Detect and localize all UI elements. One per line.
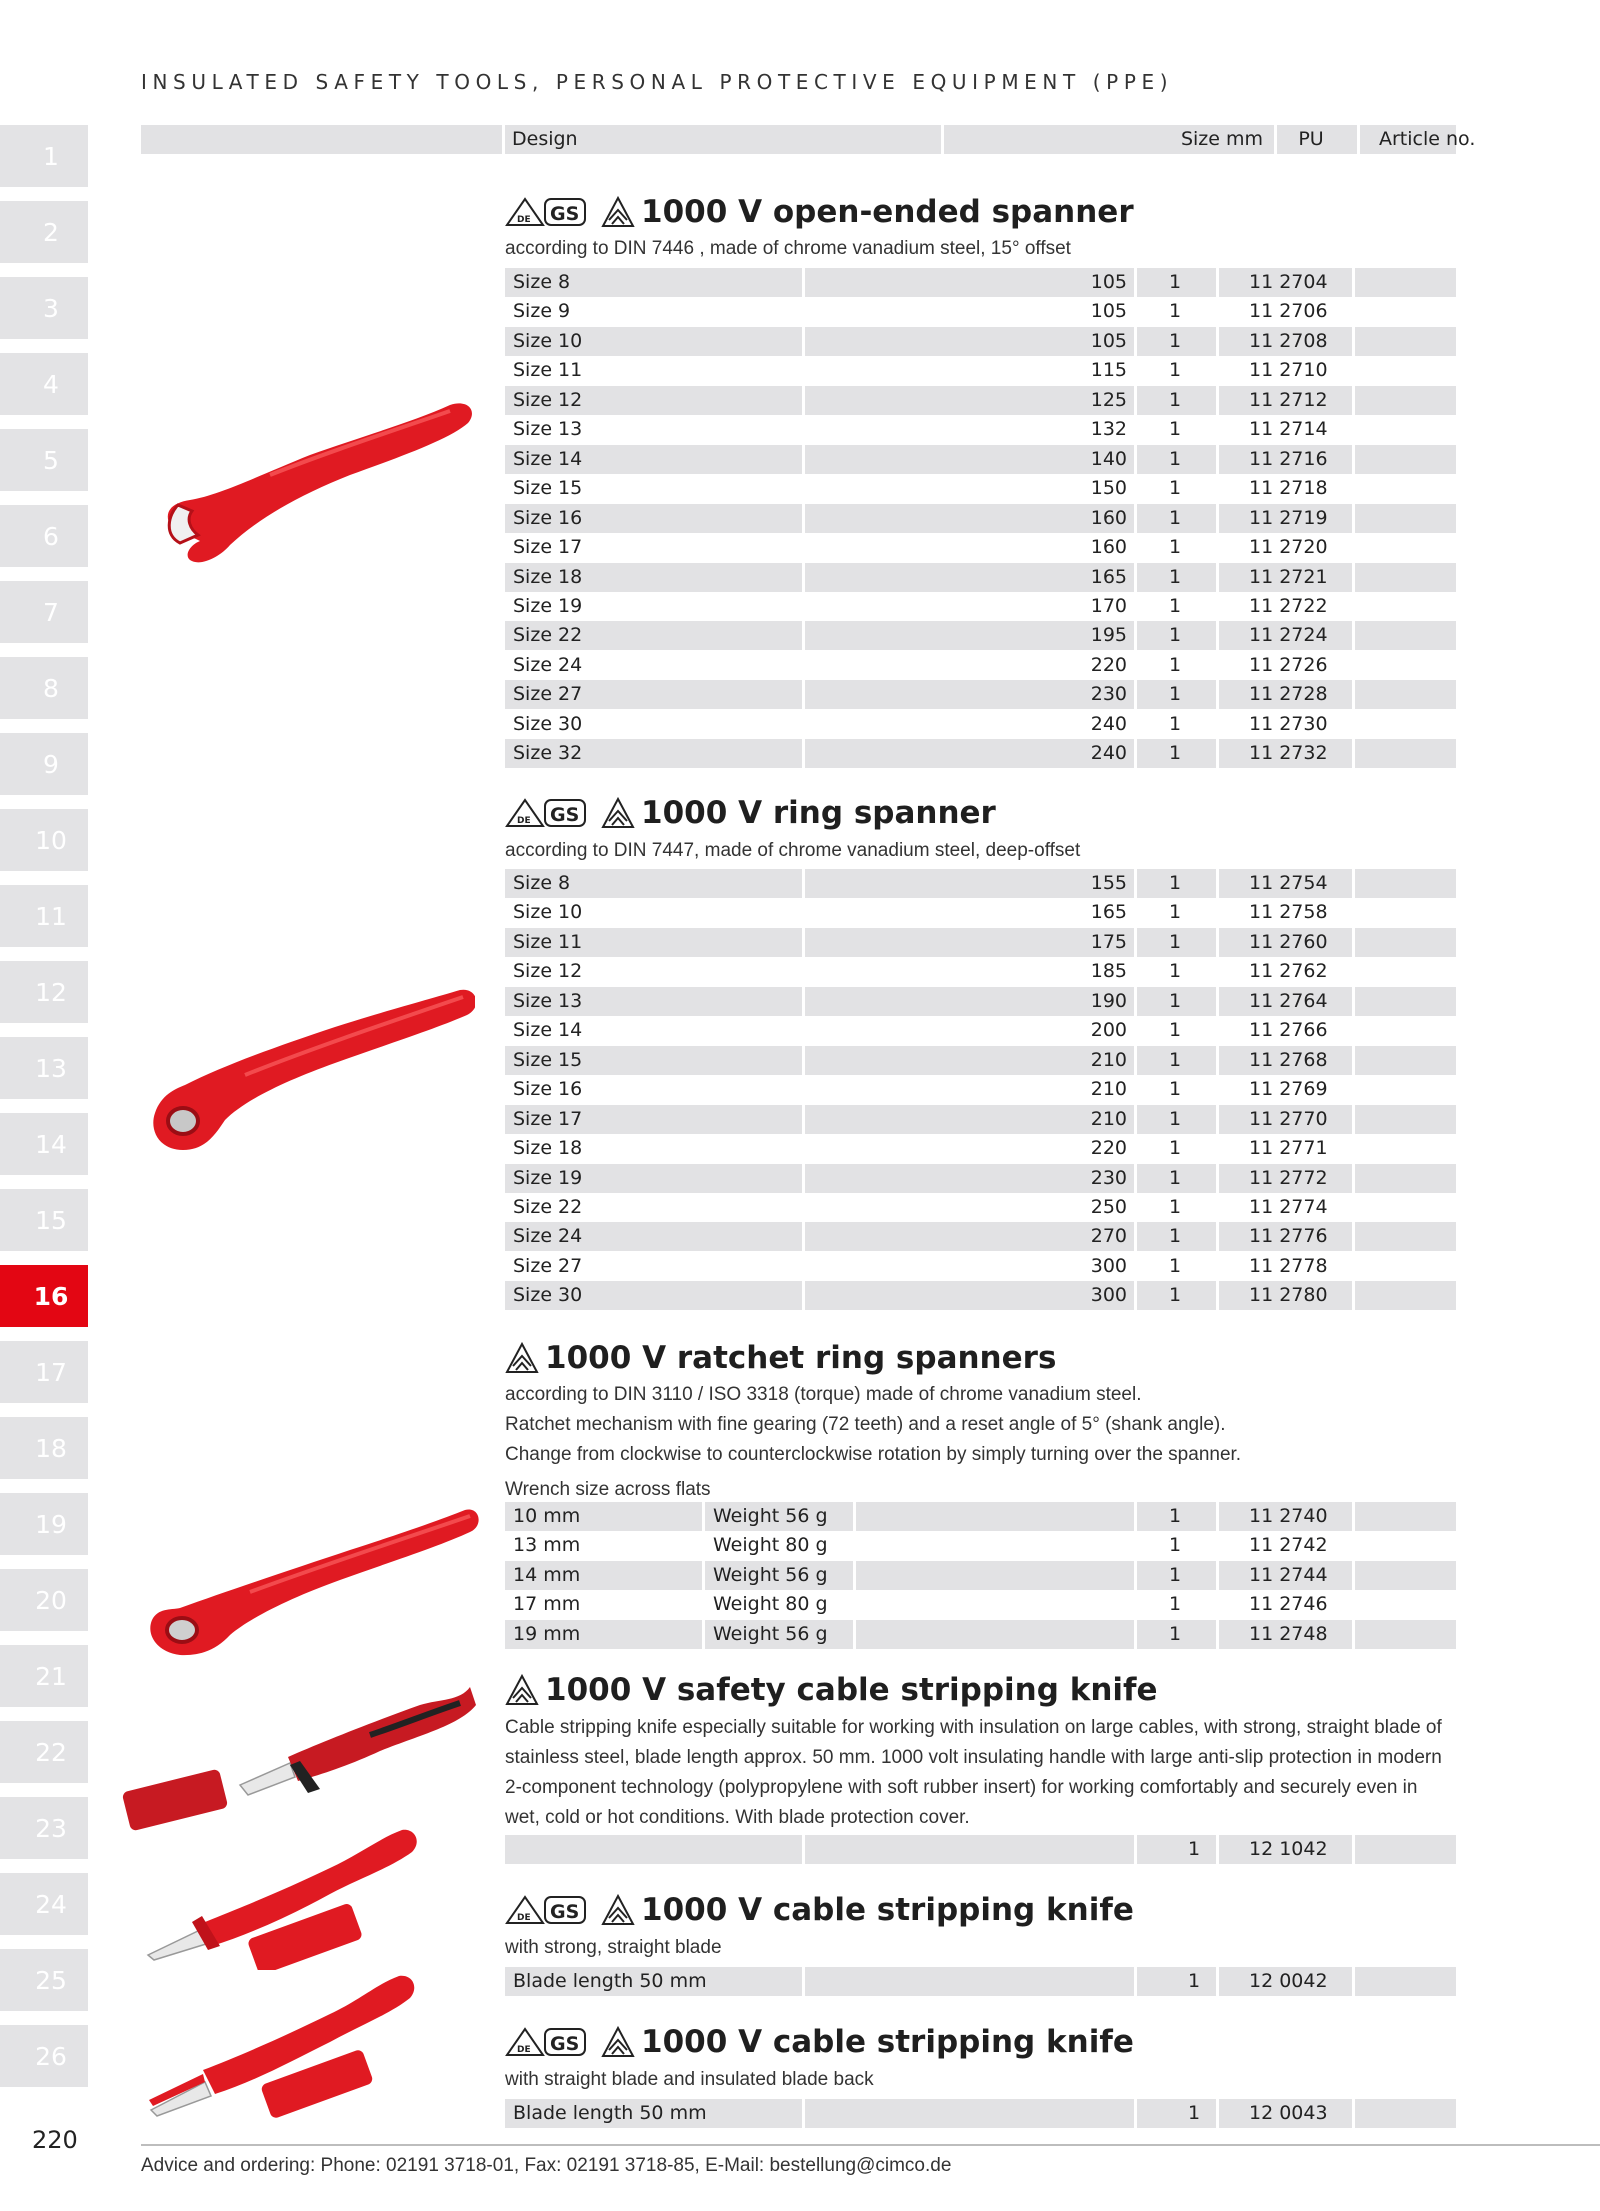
cell-size: 132: [1090, 418, 1127, 441]
cell-pu: 1: [1168, 359, 1182, 382]
column-design: Design: [512, 128, 578, 150]
cell-design: Size 16: [513, 1078, 583, 1101]
table-row: [505, 1252, 1456, 1281]
cell-design: Size 22: [513, 624, 583, 647]
cell-pu: 1: [1168, 1593, 1182, 1616]
table-row: [505, 1016, 1456, 1045]
cell-design: Size 18: [513, 565, 583, 588]
section-desc-safety-knife-3: 2-component technology (polypropylene with soft rubber insert) for working comfortably and securely even in: [505, 1777, 1418, 1798]
cell-design: Size 19: [513, 594, 583, 617]
section-subhead-ratchet: Wrench size across flats: [505, 1479, 711, 1500]
cell-size: 155: [1090, 872, 1127, 894]
svg-text:GS: GS: [550, 804, 580, 826]
cell-pu: 1: [1168, 594, 1182, 617]
cell-article: 11 2768: [1249, 1048, 1328, 1071]
section-title-open-ended: DE GS 1000 V open-ended spanner: [505, 194, 1134, 230]
cell-size: 190: [1090, 989, 1127, 1012]
cell-design: Size 32: [513, 742, 583, 765]
table-row: [505, 356, 1456, 385]
section-desc-ratchet-3: Change from clockwise to counterclockwise rotation by simply turning over the spanner.: [505, 1444, 1242, 1465]
chapter-tab-15[interactable]: 15: [0, 1189, 88, 1251]
chapter-tab-7[interactable]: 7: [0, 581, 88, 643]
cell-article: 11 2770: [1249, 1107, 1328, 1130]
cell-pu: 1: [1168, 388, 1182, 411]
cell-design: Size 13: [513, 418, 583, 441]
cell-design: Size 12: [513, 960, 583, 983]
cell-article: 11 2722: [1249, 594, 1328, 617]
page-number: 220: [32, 2126, 78, 2154]
de-gs-certification-icon: [505, 1893, 589, 1927]
chapter-tab-25[interactable]: 25: [0, 1949, 88, 2011]
cell-size: 210: [1090, 1078, 1127, 1101]
cell-pu: 1: [1168, 271, 1182, 293]
cell-design: Size 11: [513, 930, 583, 953]
cell-size: 300: [1090, 1254, 1127, 1277]
cell-article: 11 2748: [1249, 1622, 1328, 1645]
cell-weight: Weight 80 g: [713, 1593, 828, 1616]
svg-text:DE: DE: [517, 816, 531, 826]
cell-design: Size 27: [513, 683, 583, 706]
cell-article: 11 2724: [1249, 624, 1328, 647]
chapter-tab-17[interactable]: 17: [0, 1341, 88, 1403]
table-row: [505, 268, 1456, 297]
cell-article: 11 2771: [1249, 1137, 1328, 1160]
cell-article: 11 2712: [1249, 388, 1328, 411]
cell-article: 11 2742: [1249, 1534, 1328, 1557]
svg-text:GS: GS: [550, 1901, 580, 1923]
cell-wrench-size: 19 mm: [513, 1622, 581, 1645]
table-row: [505, 533, 1456, 562]
cell-pu: 1: [1168, 506, 1182, 529]
cell-article: 11 2714: [1249, 418, 1328, 441]
cable-stripping-knife-insulated-back-image: [145, 1970, 415, 2120]
table-row: Blade length 50 mm 1 12 0042: [505, 1967, 1456, 1996]
cell-article: 11 2746: [1249, 1593, 1328, 1616]
cell-design: Size 22: [513, 1195, 583, 1218]
cell-pu: 1: [1168, 300, 1182, 323]
table-row: [505, 1222, 1456, 1251]
table-row: [505, 592, 1456, 621]
page-header: INSULATED SAFETY TOOLS, PERSONAL PROTECTIVE EQUIPMENT (PPE): [141, 70, 1174, 94]
cell-weight: Weight 56 g: [713, 1505, 828, 1527]
cell-design: Size 17: [513, 536, 583, 559]
chapter-tab-12[interactable]: 12: [0, 961, 88, 1023]
cell-pu: 1: [1168, 329, 1182, 352]
cell-design: Size 14: [513, 447, 583, 470]
cell-size: 200: [1090, 1019, 1127, 1042]
chapter-tab-6[interactable]: 6: [0, 505, 88, 567]
de-gs-certification-icon: [505, 2025, 589, 2059]
table-row: [505, 957, 1456, 986]
svg-text:DE: DE: [517, 2045, 531, 2055]
cell-size: 240: [1090, 742, 1127, 765]
cell-weight: Weight 80 g: [713, 1534, 828, 1557]
cell-pu: 1: [1168, 960, 1182, 983]
column-pu: PU: [1298, 128, 1324, 150]
table-row: [505, 474, 1456, 503]
cell-article: 11 2778: [1249, 1254, 1328, 1277]
footer-divider: [141, 2144, 1600, 2146]
cell-size: 300: [1090, 1284, 1127, 1307]
cell-design: Size 10: [513, 901, 583, 924]
de-gs-certification-icon: [505, 796, 589, 830]
table-row: Blade length 50 mm 1 12 0043: [505, 2099, 1456, 2128]
cell-pu: 1: [1168, 1534, 1182, 1557]
chapter-tab-11[interactable]: 11: [0, 885, 88, 947]
cell-size: 165: [1090, 565, 1127, 588]
cell-article: 11 2726: [1249, 653, 1328, 676]
high-voltage-warning-icon: [505, 1342, 539, 1374]
chapter-tab-8[interactable]: 8: [0, 657, 88, 719]
table-row: [505, 739, 1456, 768]
cell-article: 11 2774: [1249, 1195, 1328, 1218]
cell-pu: 1: [1168, 1166, 1182, 1189]
cable-stripping-knife-image: [140, 1820, 420, 1970]
cell-weight: Weight 56 g: [713, 1622, 828, 1645]
cell-design: Size 8: [513, 872, 571, 894]
cell-pu: 1: [1168, 901, 1182, 924]
chapter-tab-9[interactable]: 9: [0, 733, 88, 795]
cell-size: 115: [1090, 359, 1127, 382]
section-desc-ring: according to DIN 7447, made of chrome vanadium steel, deep-offset: [505, 840, 1081, 861]
table-row: [505, 1105, 1456, 1134]
high-voltage-warning-icon: [505, 1674, 539, 1706]
cell-pu: 1: [1168, 536, 1182, 559]
cell-size: 160: [1090, 506, 1127, 529]
cell-design: Size 14: [513, 1019, 583, 1042]
chapter-tab-10[interactable]: 10: [0, 809, 88, 871]
cell-size: 250: [1090, 1195, 1127, 1218]
table-row: [505, 1193, 1456, 1222]
cell-size: 105: [1090, 329, 1127, 352]
column-article: Article no.: [1379, 128, 1476, 150]
cell-article: 11 2772: [1249, 1166, 1328, 1189]
cell-article: 11 2754: [1249, 872, 1328, 894]
cell-size: 210: [1090, 1107, 1127, 1130]
cell-size: 210: [1090, 1048, 1127, 1071]
table-row: [505, 621, 1456, 650]
chapter-tab-22[interactable]: 22: [0, 1721, 88, 1783]
section-desc-open-ended: according to DIN 7446 , made of chrome vanadium steel, 15° offset: [505, 238, 1071, 259]
chapter-tab-5[interactable]: 5: [0, 429, 88, 491]
cell-article: 11 2776: [1249, 1225, 1328, 1248]
cell-design: Size 13: [513, 989, 583, 1012]
cell-article: 11 2704: [1249, 271, 1328, 293]
cell-pu: 1: [1168, 418, 1182, 441]
table-row: [505, 898, 1456, 927]
table-row: [505, 445, 1456, 474]
cell-weight: Weight 56 g: [713, 1563, 828, 1586]
chapter-tab-21[interactable]: 21: [0, 1645, 88, 1707]
cell-pu: 1: [1168, 1284, 1182, 1307]
table-row: [505, 297, 1456, 326]
cell-size: 175: [1090, 930, 1127, 953]
cell-article: 11 2762: [1249, 960, 1328, 983]
cell-article: 11 2718: [1249, 477, 1328, 500]
table-row: [505, 869, 1456, 898]
table-row: [505, 563, 1456, 592]
section-desc-knife-2: with straight blade and insulated blade back: [505, 2069, 874, 2090]
section-title-ring: DE GS 1000 V ring spanner: [505, 795, 996, 831]
cell-pu: 1: [1168, 1137, 1182, 1160]
cell-article: 11 2708: [1249, 329, 1328, 352]
section-title-knife-2: DE GS 1000 V cable stripping knife: [505, 2024, 1134, 2060]
column-size: Size mm: [1180, 128, 1263, 150]
table-row: [505, 504, 1456, 533]
section-desc-ratchet-2: Ratchet mechanism with fine gearing (72 teeth) and a reset angle of 5° (shank angle).: [505, 1414, 1226, 1435]
chapter-tab-24[interactable]: 24: [0, 1873, 88, 1935]
cell-pu: 1: [1168, 1563, 1182, 1586]
table-row: [505, 680, 1456, 709]
cell-design: Size 8: [513, 271, 571, 293]
cell-pu: 1: [1168, 989, 1182, 1012]
cell-article: 11 2730: [1249, 712, 1328, 735]
ring-spanner-image: [145, 985, 475, 1165]
cell-pu: 1: [1168, 872, 1182, 894]
cell-design: Size 10: [513, 329, 583, 352]
chapter-tab-3[interactable]: 3: [0, 277, 88, 339]
table-row: [505, 928, 1456, 957]
table-row: [505, 415, 1456, 444]
table-row: [505, 1561, 1456, 1590]
chapter-tab-20[interactable]: 20: [0, 1569, 88, 1631]
section-title-safety-knife: 1000 V safety cable stripping knife: [505, 1672, 1158, 1708]
cell-pu: 1: [1168, 653, 1182, 676]
table-row: [505, 1502, 1456, 1531]
cell-design: Size 12: [513, 388, 583, 411]
cell-pu: 1: [1168, 742, 1182, 765]
cell-pu: 1: [1168, 1019, 1182, 1042]
chapter-tab-13[interactable]: 13: [0, 1037, 88, 1099]
cell-design: Size 11: [513, 359, 583, 382]
cell-wrench-size: 13 mm: [513, 1534, 581, 1557]
svg-text:GS: GS: [550, 203, 580, 225]
cell-pu: 1: [1168, 1195, 1182, 1218]
open-ended-spanner-image: [150, 385, 485, 585]
cell-pu: 1: [1168, 447, 1182, 470]
table-row: [505, 1134, 1456, 1163]
cell-pu: 1: [1168, 624, 1182, 647]
cell-pu: 1: [1168, 1622, 1182, 1645]
cell-article: 11 2732: [1249, 742, 1328, 765]
cell-pu: 1: [1168, 683, 1182, 706]
cell-article: 11 2764: [1249, 989, 1328, 1012]
table-row: [505, 651, 1456, 680]
high-voltage-warning-icon: [601, 797, 635, 829]
cell-pu: 1: [1168, 1078, 1182, 1101]
table-row: [505, 1531, 1456, 1560]
cell-size: 230: [1090, 683, 1127, 706]
cell-size: 240: [1090, 712, 1127, 735]
chapter-tab-4[interactable]: 4: [0, 353, 88, 415]
svg-text:DE: DE: [517, 1913, 531, 1923]
svg-text:DE: DE: [517, 215, 531, 225]
cell-design: Size 18: [513, 1137, 583, 1160]
cell-wrench-size: 14 mm: [513, 1563, 581, 1586]
cell-article: 11 2744: [1249, 1563, 1328, 1586]
safety-cable-stripping-knife-image: [120, 1665, 480, 1835]
cell-article: 11 2719: [1249, 506, 1328, 529]
table-row: [505, 1620, 1456, 1649]
high-voltage-warning-icon: [601, 2026, 635, 2058]
table-row: [505, 327, 1456, 356]
section-desc-ratchet-1: according to DIN 3110 / ISO 3318 (torque) made of chrome vanadium steel.: [505, 1384, 1142, 1405]
cell-wrench-size: 17 mm: [513, 1593, 581, 1616]
cell-size: 105: [1090, 300, 1127, 323]
cell-size: 220: [1090, 1137, 1127, 1160]
cell-pu: 1: [1168, 1254, 1182, 1277]
section-title-knife-1: DE GS 1000 V cable stripping knife: [505, 1892, 1134, 1928]
cell-article: 11 2728: [1249, 683, 1328, 706]
cell-size: 270: [1090, 1225, 1127, 1248]
chapter-tab-16[interactable]: 16: [0, 1265, 88, 1327]
cell-article: 11 2780: [1249, 1284, 1328, 1307]
cell-size: 125: [1090, 388, 1127, 411]
cell-article: 11 2766: [1249, 1019, 1328, 1042]
cell-wrench-size: 10 mm: [513, 1505, 581, 1527]
column-header-row: [141, 125, 1476, 154]
cell-pu: 1: [1168, 930, 1182, 953]
cell-pu: 1: [1168, 1505, 1182, 1527]
cell-pu: 1: [1168, 1048, 1182, 1071]
chapter-tab-2[interactable]: 2: [0, 201, 88, 263]
svg-text:GS: GS: [550, 2033, 580, 2055]
cell-article: 11 2721: [1249, 565, 1328, 588]
cell-article: 11 2740: [1249, 1505, 1328, 1527]
cell-design: Size 30: [513, 1284, 583, 1307]
cell-size: 185: [1090, 960, 1127, 983]
high-voltage-warning-icon: [601, 196, 635, 228]
cell-design: Size 30: [513, 712, 583, 735]
cell-pu: 1: [1168, 712, 1182, 735]
chapter-tab-26[interactable]: 26: [0, 2025, 88, 2087]
cell-article: 11 2716: [1249, 447, 1328, 470]
cell-article: 11 2758: [1249, 901, 1328, 924]
table-row: [505, 1075, 1456, 1104]
table-row: [505, 386, 1456, 415]
cell-size: 195: [1090, 624, 1127, 647]
table-row: [505, 1590, 1456, 1619]
cell-pu: 1: [1168, 1225, 1182, 1248]
table-row: [505, 1046, 1456, 1075]
chapter-tab-19[interactable]: 19: [0, 1493, 88, 1555]
cell-size: 220: [1090, 653, 1127, 676]
chapter-tab-14[interactable]: 14: [0, 1113, 88, 1175]
cell-design: Size 15: [513, 477, 583, 500]
cell-article: 11 2710: [1249, 359, 1328, 382]
table-row: [505, 710, 1456, 739]
table-row: 1 12 1042: [505, 1835, 1456, 1864]
chapter-tab-1[interactable]: 1: [0, 125, 88, 187]
cell-design: Size 15: [513, 1048, 583, 1071]
cell-design: Size 16: [513, 506, 583, 529]
cell-size: 140: [1090, 447, 1127, 470]
table-row: [505, 987, 1456, 1016]
de-gs-certification-icon: [505, 195, 589, 229]
cell-pu: 1: [1168, 477, 1182, 500]
cell-design: Size 19: [513, 1166, 583, 1189]
cell-size: 170: [1090, 594, 1127, 617]
table-row: [505, 1164, 1456, 1193]
chapter-tab-18[interactable]: 18: [0, 1417, 88, 1479]
section-desc-knife-1: with strong, straight blade: [505, 1937, 722, 1958]
cell-size: 165: [1090, 901, 1127, 924]
cell-article: 11 2720: [1249, 536, 1328, 559]
table-row: [505, 1281, 1456, 1310]
section-desc-safety-knife-2: stainless steel, blade length approx. 50 mm. 1000 volt insulating handle with large anti-slip protection in modern: [505, 1747, 1442, 1768]
section-desc-safety-knife-1: Cable stripping knife especially suitable for working with insulation on large cables, with strong, straight blade of: [505, 1717, 1442, 1738]
cell-article: 11 2706: [1249, 300, 1328, 323]
cell-size: 230: [1090, 1166, 1127, 1189]
cell-article: 11 2760: [1249, 930, 1328, 953]
cell-pu: 1: [1168, 565, 1182, 588]
cell-design: Size 24: [513, 1225, 583, 1248]
cell-article: 11 2769: [1249, 1078, 1328, 1101]
footer-contact: Advice and ordering: Phone: 02191 3718-01, Fax: 02191 3718-85, E-Mail: bestellung@cimco.de: [141, 2155, 952, 2176]
cell-pu: 1: [1168, 1107, 1182, 1130]
cell-design: Size 17: [513, 1107, 583, 1130]
cell-design: Size 27: [513, 1254, 583, 1277]
cell-size: 160: [1090, 536, 1127, 559]
cell-size: 105: [1090, 271, 1127, 293]
cell-size: 150: [1090, 477, 1127, 500]
cell-design: Size 24: [513, 653, 583, 676]
section-desc-safety-knife-4: wet, cold or hot conditions. With blade protection cover.: [505, 1807, 970, 1828]
high-voltage-warning-icon: [601, 1894, 635, 1926]
section-title-ratchet: 1000 V ratchet ring spanners: [505, 1340, 1056, 1376]
cell-design: Size 9: [513, 300, 571, 323]
chapter-tab-23[interactable]: 23: [0, 1797, 88, 1859]
ratchet-ring-spanner-image: [140, 1500, 480, 1660]
